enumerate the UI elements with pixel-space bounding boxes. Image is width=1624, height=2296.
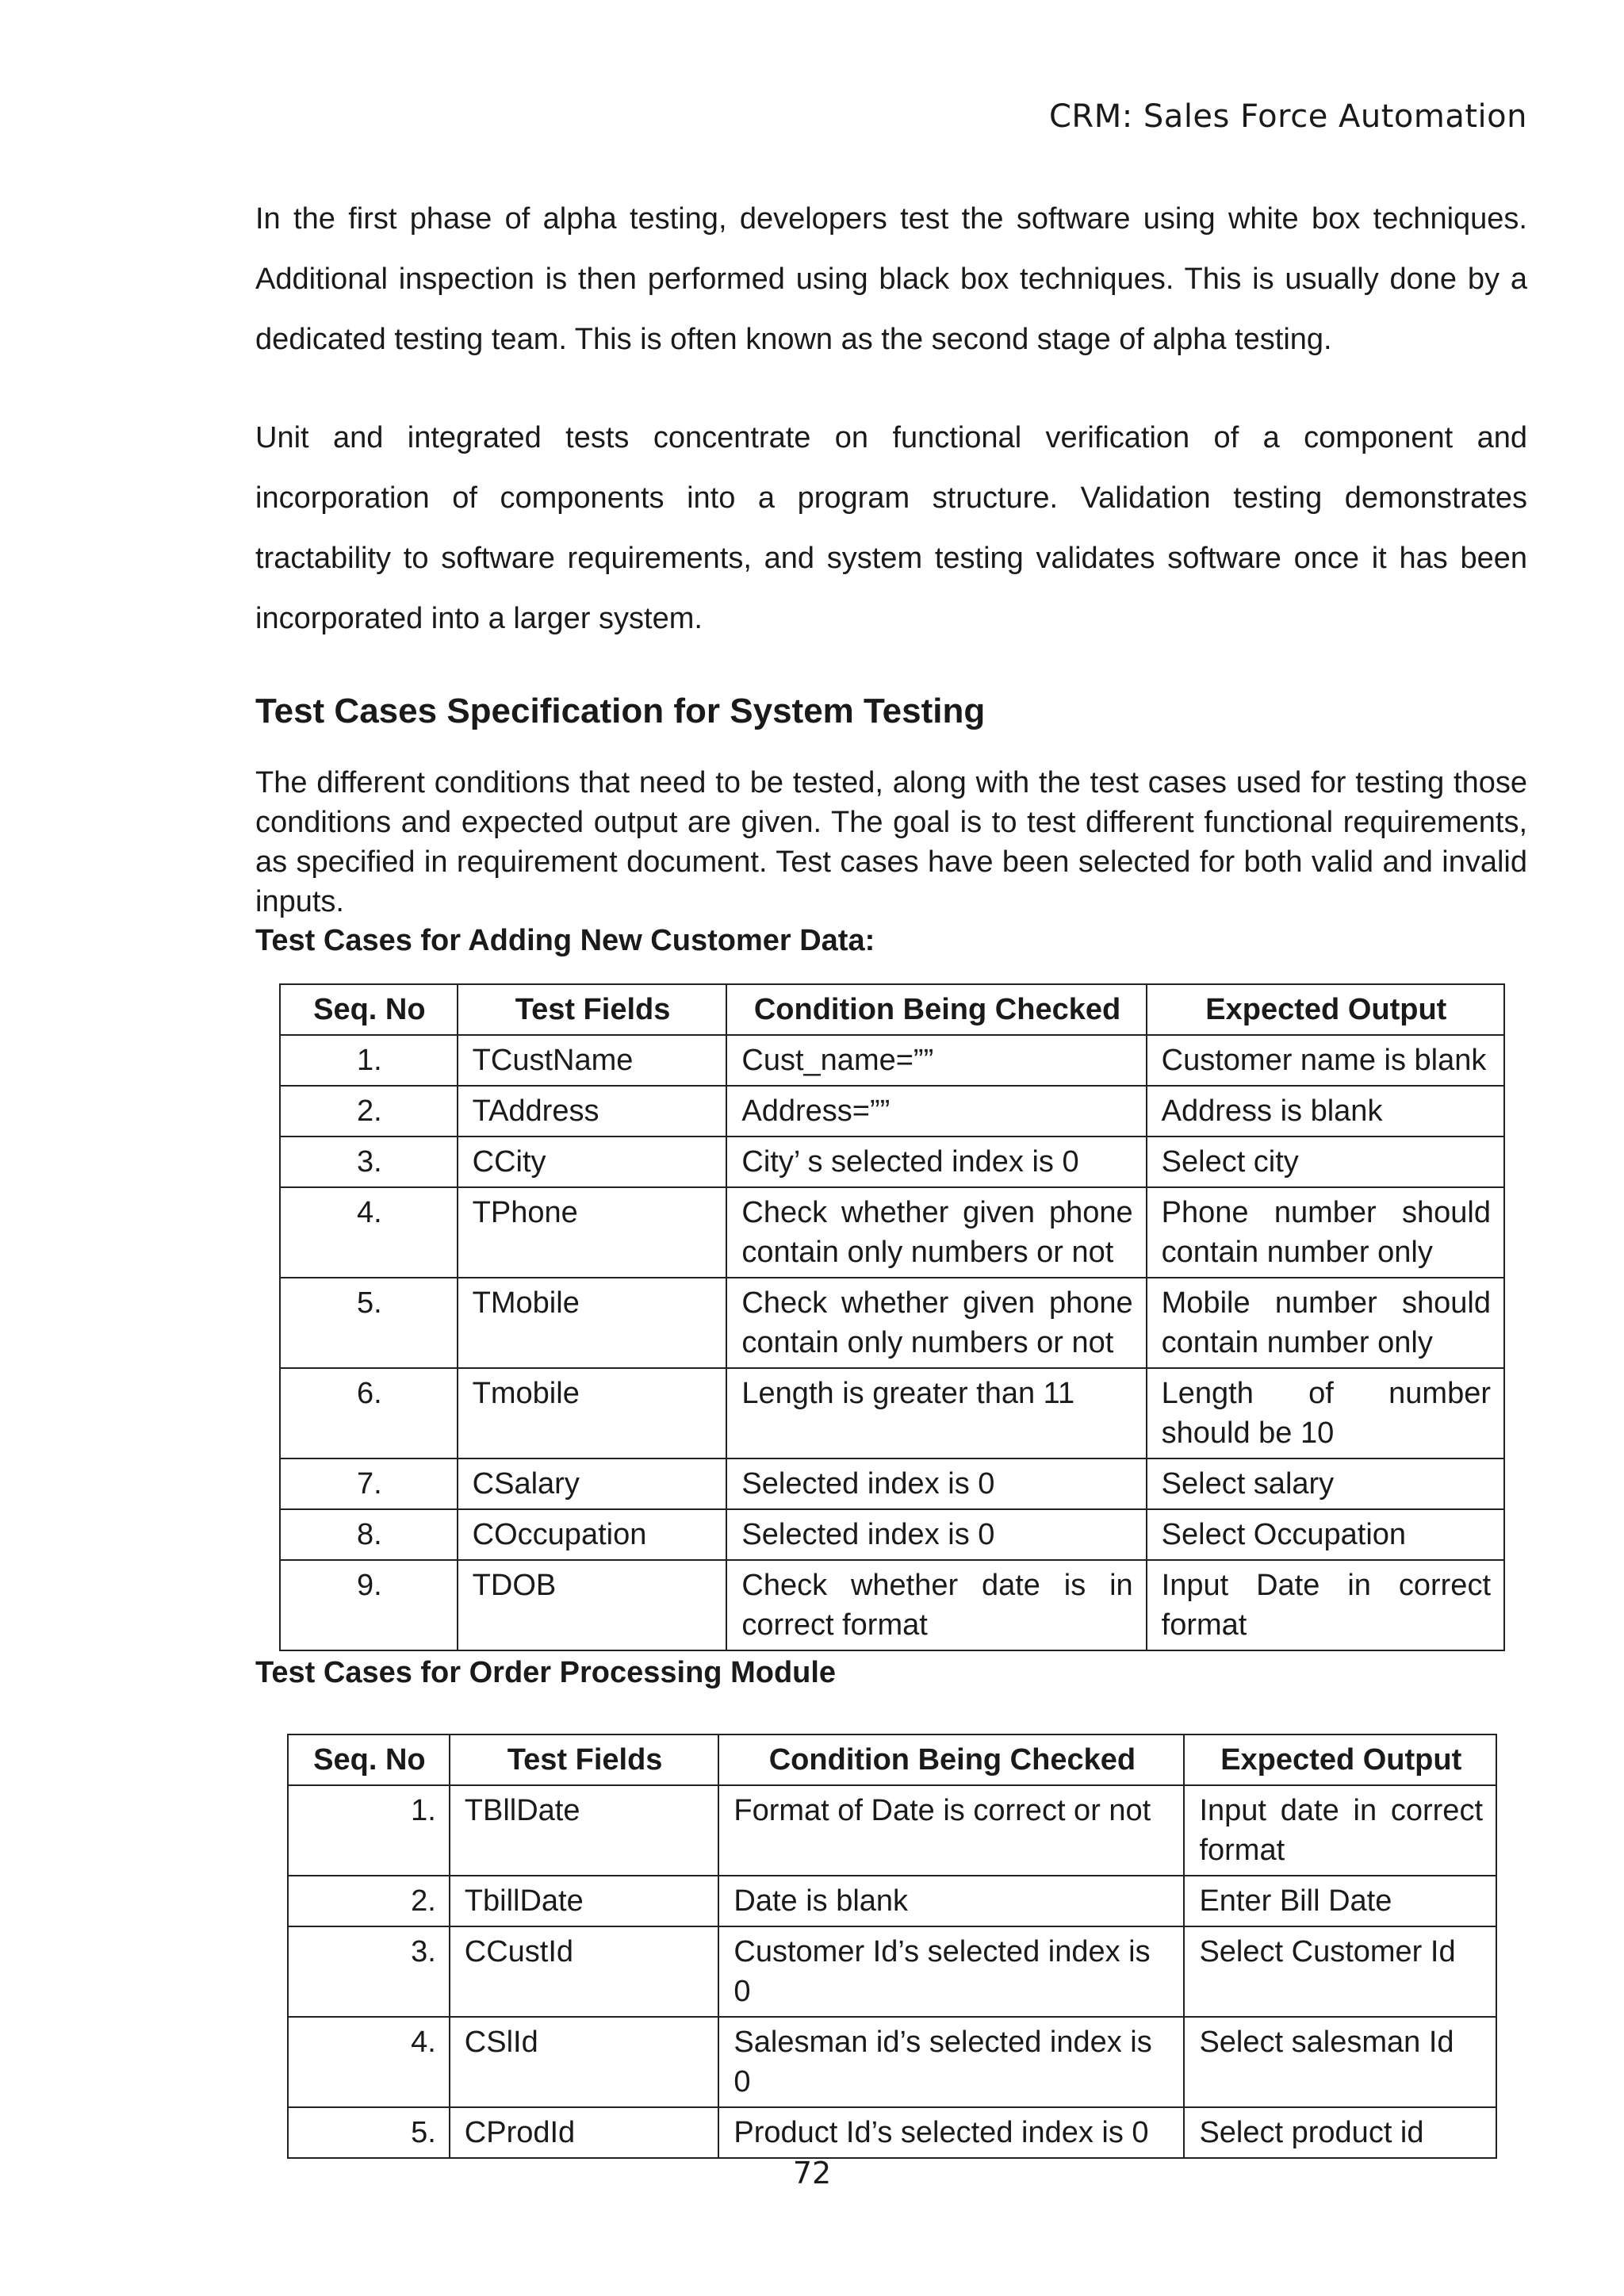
condition-cell: Selected index is 0 [726, 1509, 1146, 1560]
table-row [288, 2017, 1496, 2107]
section-intro-paragraph: The different conditions that need to be tested, along with the test cases used for testing those conditions and expected output are given. The goal is to test different functional requirements, as specified in requirement document. Test cases have been selected for both valid and invalid inputs. [255, 766, 1527, 918]
condition-cell: Product Id’s selected index is 0 [718, 2107, 1184, 2158]
test-field-cell: TbillDate [450, 1876, 719, 1926]
test-field-cell: TAddress [458, 1086, 727, 1137]
column-header-expected-output: Expected Output [1147, 984, 1504, 1035]
test-field-cell: CProdId [450, 2107, 719, 2158]
page-number: 72 [792, 2156, 832, 2191]
seq-no-cell: 2. [280, 1086, 458, 1137]
table-row [280, 1278, 1504, 1368]
column-header-test-fields: Test Fields [450, 1734, 719, 1785]
seq-no-cell: 1. [280, 1035, 458, 1086]
condition-cell: Length is greater than 11 [726, 1368, 1146, 1458]
seq-no-cell: 2. [288, 1876, 450, 1926]
expected-output-cell: Select salary [1147, 1458, 1504, 1509]
table-row [288, 1876, 1496, 1926]
test-field-cell: TPhone [458, 1187, 727, 1278]
expected-output-cell: Mobile number should contain number only [1147, 1278, 1504, 1368]
seq-no-cell: 1. [288, 1785, 450, 1876]
condition-cell: Check whether given phone contain only numbers or not [726, 1187, 1146, 1278]
column-header-condition: Condition Being Checked [726, 984, 1146, 1035]
seq-no-cell: 7. [280, 1458, 458, 1509]
test-field-cell: CCustId [450, 1926, 719, 2017]
seq-no-cell: 5. [288, 2107, 450, 2158]
expected-output-cell: Enter Bill Date [1184, 1876, 1496, 1926]
seq-no-cell: 3. [280, 1137, 458, 1187]
test-field-cell: CSlId [450, 2017, 719, 2107]
condition-cell: Selected index is 0 [726, 1458, 1146, 1509]
table-row [280, 1368, 1504, 1458]
expected-output-cell: Input Date in correct format [1147, 1560, 1504, 1650]
customer-test-cases-table [279, 983, 1505, 1651]
table-row [280, 1035, 1504, 1086]
table-row [280, 1187, 1504, 1278]
test-field-cell: COccupation [458, 1509, 727, 1560]
expected-output-cell: Select Customer Id [1184, 1926, 1496, 2017]
condition-cell: Customer Id’s selected index is 0 [718, 1926, 1184, 2017]
seq-no-cell: 4. [288, 2017, 450, 2107]
table-header-row [280, 984, 1504, 1035]
seq-no-cell: 9. [280, 1560, 458, 1650]
expected-output-cell: Phone number should contain number only [1147, 1187, 1504, 1278]
intro-paragraph-unit-tests: Unit and integrated tests concentrate on functional verification of a component and incorporation of components into a program structure. Validation testing demonstrates tractability to software requirements, and system testing validates software once it has been incorporated into a larger system. [255, 421, 1527, 635]
test-field-cell: TCustName [458, 1035, 727, 1086]
expected-output-cell: Customer name is blank [1147, 1035, 1504, 1086]
section-title: Test Cases Specification for System Testing [255, 692, 986, 730]
table-row [280, 1458, 1504, 1509]
table-row [288, 2107, 1496, 2158]
table-row [288, 1926, 1496, 2017]
column-header-seq-no: Seq. No [288, 1734, 450, 1785]
column-header-expected-output: Expected Output [1184, 1734, 1496, 1785]
seq-no-cell: 5. [280, 1278, 458, 1368]
expected-output-cell: Input date in correct format [1184, 1785, 1496, 1876]
expected-output-cell: Select Occupation [1147, 1509, 1504, 1560]
test-field-cell: CCity [458, 1137, 727, 1187]
seq-no-cell: 8. [280, 1509, 458, 1560]
condition-cell: Salesman id’s selected index is 0 [718, 2017, 1184, 2107]
condition-cell: Date is blank [718, 1876, 1184, 1926]
expected-output-cell: Select salesman Id [1184, 2017, 1496, 2107]
column-header-seq-no: Seq. No [280, 984, 458, 1035]
expected-output-cell: Length of number should be 10 [1147, 1368, 1504, 1458]
seq-no-cell: 6. [280, 1368, 458, 1458]
seq-no-cell: 3. [288, 1926, 450, 2017]
table-row [280, 1509, 1504, 1560]
table-row [288, 1785, 1496, 1876]
test-field-cell: TBllDate [450, 1785, 719, 1876]
test-field-cell: CSalary [458, 1458, 727, 1509]
expected-output-cell: Select product id [1184, 2107, 1496, 2158]
expected-output-cell: Address is blank [1147, 1086, 1504, 1137]
column-header-condition: Condition Being Checked [718, 1734, 1184, 1785]
seq-no-cell: 4. [280, 1187, 458, 1278]
order-test-cases-table [287, 1734, 1497, 2159]
order-table-caption: Test Cases for Order Processing Module [255, 1656, 837, 1689]
condition-cell: Address=”” [726, 1086, 1146, 1137]
running-header: CRM: Sales Force Automation [1048, 98, 1527, 135]
customer-table-caption: Test Cases for Adding New Customer Data: [255, 924, 875, 957]
table-header-row [288, 1734, 1496, 1785]
test-field-cell: Tmobile [458, 1368, 727, 1458]
table-row [280, 1560, 1504, 1650]
expected-output-cell: Select city [1147, 1137, 1504, 1187]
table-row [280, 1086, 1504, 1137]
condition-cell: Check whether given phone contain only numbers or not [726, 1278, 1146, 1368]
test-field-cell: TDOB [458, 1560, 727, 1650]
test-field-cell: TMobile [458, 1278, 727, 1368]
condition-cell: Check whether date is in correct format [726, 1560, 1146, 1650]
column-header-test-fields: Test Fields [458, 984, 727, 1035]
table-row [280, 1137, 1504, 1187]
condition-cell: Cust_name=”” [726, 1035, 1146, 1086]
condition-cell: City’ s selected index is 0 [726, 1137, 1146, 1187]
condition-cell: Format of Date is correct or not [718, 1785, 1184, 1876]
intro-paragraph-alpha-testing: In the first phase of alpha testing, developers test the software using white box techniques. Additional inspection is then performed using black box techniques. This is usually done by a dedicated testing team. This is often known as the second stage of alpha testing. [255, 202, 1527, 356]
